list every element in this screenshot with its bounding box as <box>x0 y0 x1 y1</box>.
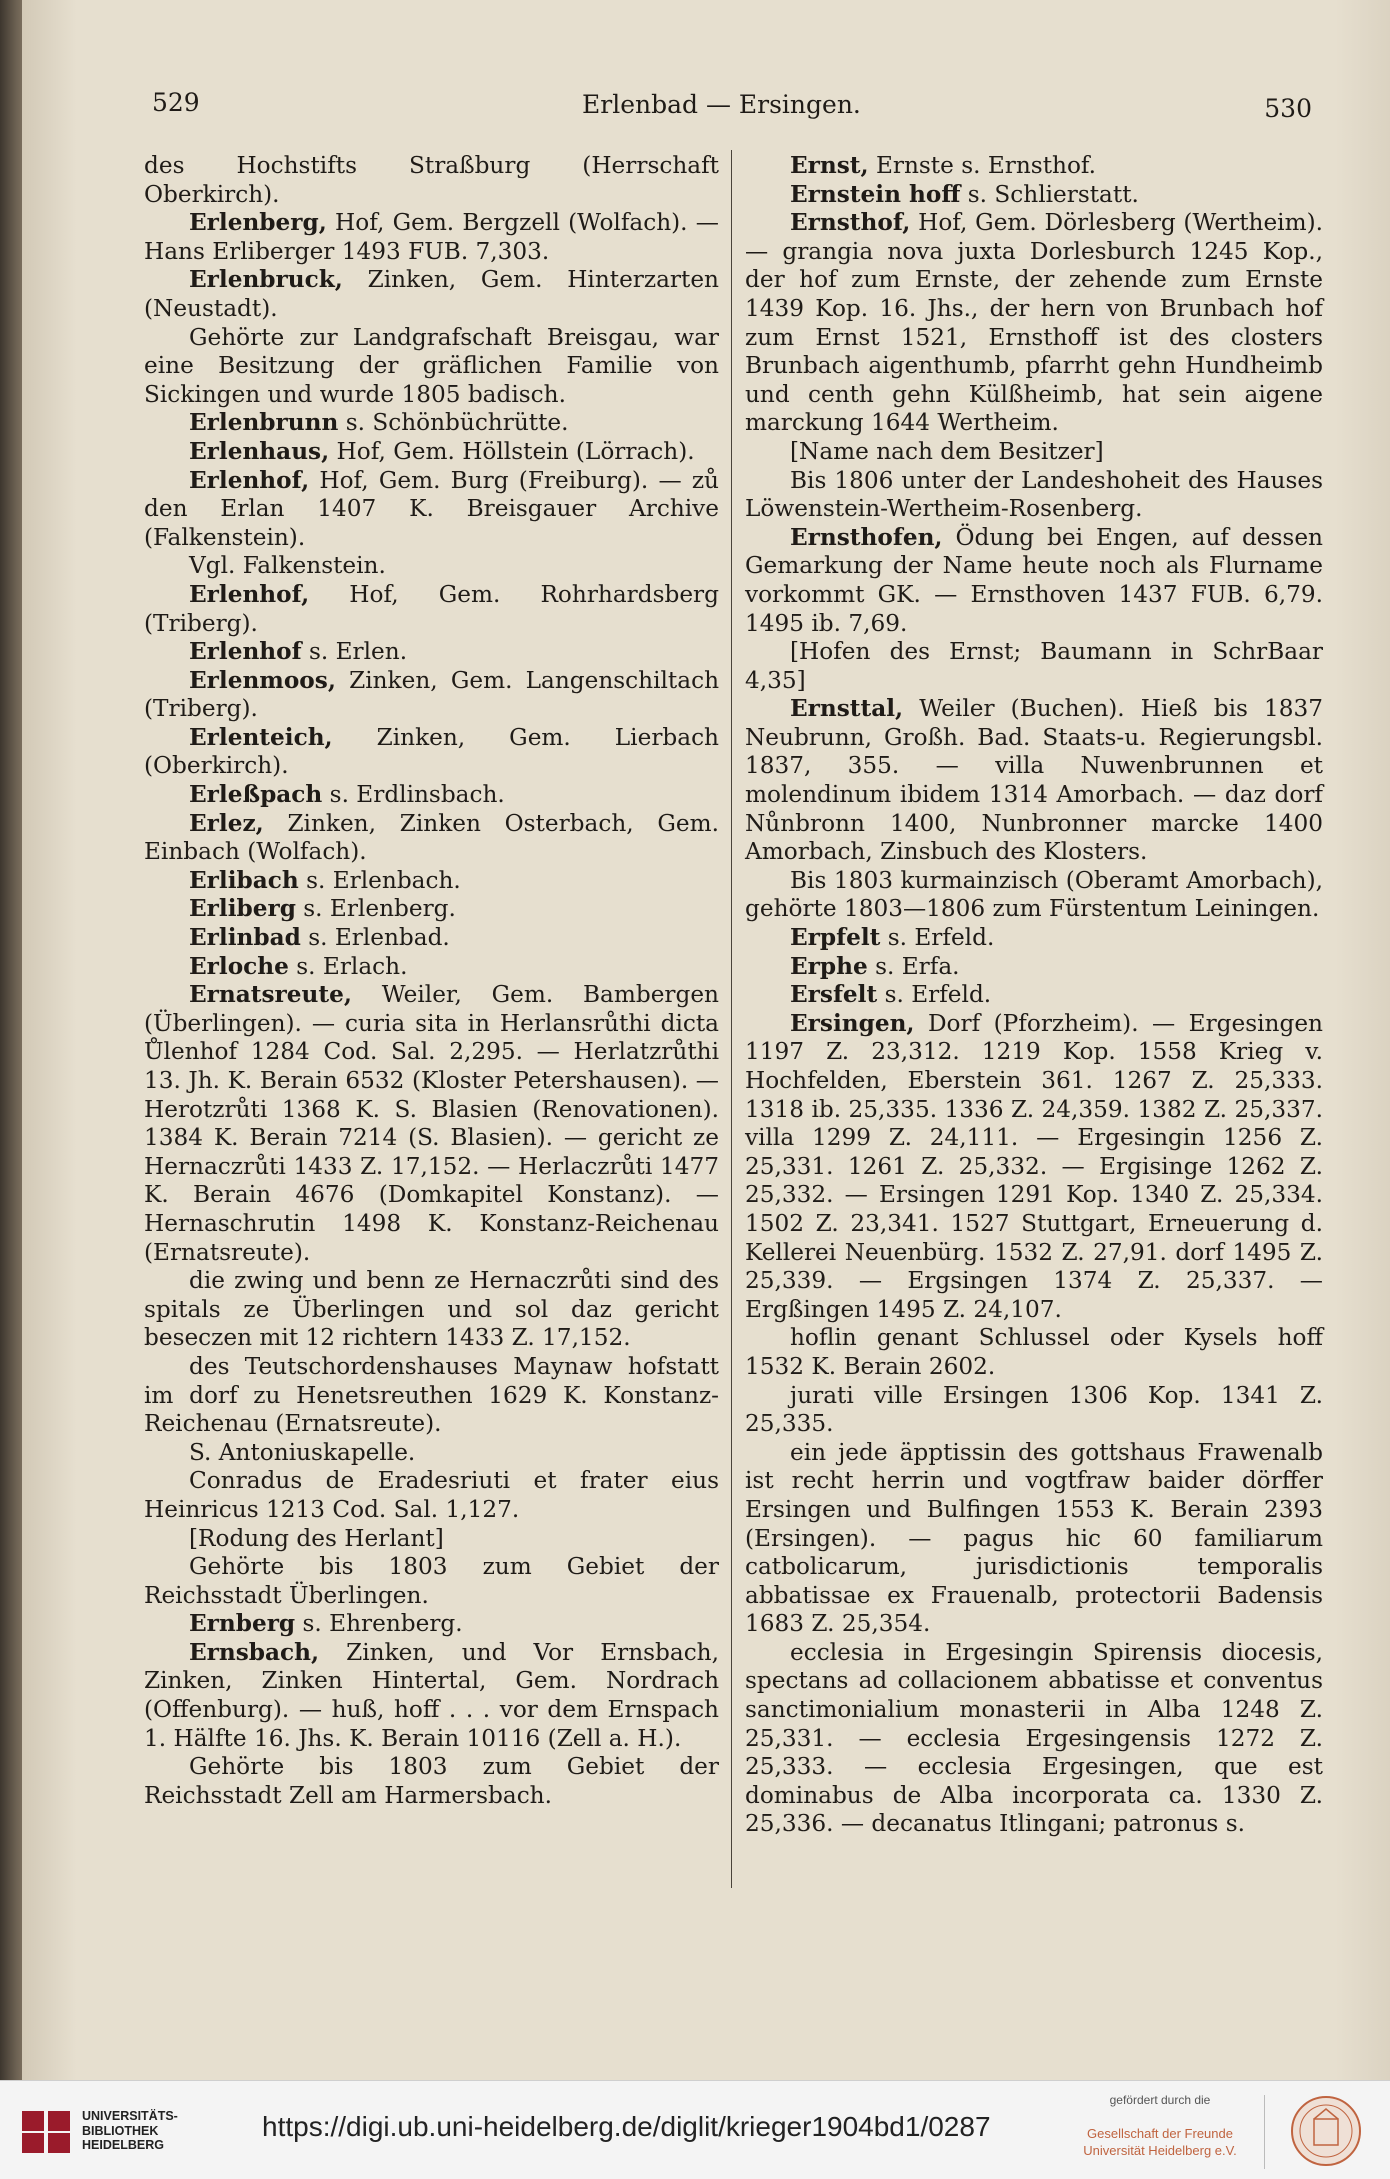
entry-text: [Name nach dem Besitzer] <box>790 437 1104 465</box>
entry-headword: Erlibach <box>189 866 299 894</box>
document-url[interactable]: https://digi.ub.uni-heidelberg.de/diglit/krieger1904bd1/0287 <box>262 2111 991 2142</box>
lexicon-entry <box>745 1324 1323 1381</box>
lexicon-entry <box>144 1610 719 1639</box>
entry-headword: Erlenteich, <box>189 723 333 751</box>
lexicon-entry <box>144 438 719 467</box>
lexicon-entry <box>144 953 719 982</box>
page-header <box>22 88 1390 128</box>
lexicon-entry <box>144 209 719 266</box>
entry-text: jurati ville Ersingen 1306 Kop. 1341 Z. 25,335. <box>745 1381 1323 1438</box>
entry-text: Ernste s. Ernsthof. <box>868 152 1097 179</box>
entry-headword: Erpfelt <box>790 924 881 952</box>
entry-headword: Ernsthofen, <box>790 523 943 551</box>
lexicon-entry <box>745 524 1323 638</box>
sponsor-divider <box>1264 2095 1265 2169</box>
lexicon-entry <box>144 467 719 553</box>
entry-text: s. Erlenbad. <box>300 924 450 952</box>
lexicon-entry <box>144 1525 719 1554</box>
lexicon-entry <box>144 266 719 323</box>
entry-text: ecclesia in Ergesingin Spirensis diocesis, spectans ad collacionem abbatisse et conventus sanctimonialium monasterii in Alba 1248 Z. 25,331. — ecclesia Ergesingensis 1272 Z. 25,333. — ecclesia Ergesingen, que est dominabus de Alba incorporata ca. 1330 Z. 25,336. — decanatus Itlingani; patronus s. <box>745 1638 1323 1838</box>
book-page <box>22 0 1390 2080</box>
entry-headword: Erlenbrunn <box>189 409 339 437</box>
lexicon-entry <box>745 209 1323 438</box>
entry-headword: Erlenmoos, <box>189 666 336 694</box>
lexicon-entry <box>144 1639 719 1753</box>
entry-text: s. Erfa. <box>867 952 960 980</box>
entry-headword: Ernberg <box>189 1610 296 1638</box>
lexicon-entry <box>745 953 1323 982</box>
lexicon-entry <box>144 924 719 953</box>
lexicon-entry <box>144 781 719 810</box>
lexicon-entry <box>144 981 719 1267</box>
entry-text: Bis 1806 unter der Landeshoheit des Hauses Löwenstein-Wertheim-Rosenberg. <box>745 466 1323 523</box>
entry-text: [Hofen des Ernst; Baumann in SchrBaar 4,35] <box>745 638 1323 694</box>
lexicon-entry <box>745 1639 1323 1839</box>
entry-text: S. Antoniuskapelle. <box>189 1438 416 1466</box>
entry-text: s. Erfeld. <box>880 924 995 952</box>
entry-headword: Erphe <box>790 952 868 980</box>
entry-text: s. Erdlinsbach. <box>322 781 505 809</box>
entry-headword: Erlenhof <box>189 638 302 666</box>
entry-headword: Erliberg <box>189 895 296 923</box>
entry-headword: Erleßpach <box>189 781 323 809</box>
viewer-footer <box>0 2080 1390 2179</box>
sponsor-organization: Gesellschaft der Freunde Universität Heidelberg e.V. <box>1083 2126 1237 2158</box>
lexicon-entry <box>745 1382 1323 1439</box>
entry-headword: Ernatsreute, <box>189 981 352 1009</box>
lexicon-entry <box>144 1439 719 1468</box>
lexicon-entry <box>745 981 1323 1010</box>
running-title: Erlenbad — Ersingen. <box>582 90 861 119</box>
lexicon-entry <box>144 552 719 581</box>
entry-headword: Erloche <box>189 952 289 980</box>
entry-headword: Ersfelt <box>790 981 878 1009</box>
entry-text: Zinken, Gem. Hinterzarten (Neustadt). <box>144 266 719 322</box>
entry-text: Zinken, Zinken Osterbach, Gem. Einbach (Wolfach). <box>144 809 719 866</box>
entry-text: Hof, Gem. Höllstein (Lörrach). <box>329 437 695 465</box>
entry-headword: Erlenhof, <box>189 580 310 608</box>
entry-headword: Erlenhof, <box>189 466 310 494</box>
lexicon-entry <box>144 324 719 410</box>
entry-headword: Erlez, <box>189 809 264 837</box>
entry-headword: Erlenhaus, <box>189 437 330 465</box>
entry-text: Zinken, und Vor Ernsbach, Zinken, Zinken Hintertal, Gem. Nordrach (Offenburg). — huß, hoff . . . vor dem Ernspach 1. Hälfte 16. Jhs. K. Berain 10116 (Zell a. H.). <box>144 1638 719 1752</box>
entry-text: Hof, Gem. Burg (Freiburg). — zů den Erlan 1407 K. Breisgauer Archive (Falkenstein). <box>144 466 719 551</box>
entry-text: Weiler, Gem. Bambergen (Überlingen). — curia sita in Herlansrůthi dicta Ůlenhof 1284 Cod. Sal. 2,295. — Herlatzrůthi 13. Jh. K. Berain 6532 (Kloster Petershausen). — Herotzrůti 1368 K. S. Blasien (Renovationen). 1384 K. Berain 7214 (S. Blasien). — gericht ze Hernaczrůti 1433 Z. 17,152. — Herlaczrůti 1477 K. Berain 4676 (Domkapitel Konstanz). — Hernaschrutin 1498 K. Konstanz-Reichenau (Ernatsreute). <box>144 981 719 1266</box>
entry-headword: Erlenbruck, <box>189 266 343 294</box>
left-column <box>144 152 719 1810</box>
lexicon-entry <box>144 667 719 724</box>
lexicon-entry <box>745 695 1323 867</box>
entry-text: s. Schlierstatt. <box>960 180 1139 208</box>
entry-text: Gehörte zur Landgrafschaft Breisgau, war eine Besitzung der gräflichen Familie von Sickingen und wurde 1805 badisch. <box>144 323 719 408</box>
entry-text: Zinken, Gem. Lierbach (Oberkirch). <box>144 723 719 780</box>
entry-headword: Ersingen, <box>790 1009 915 1037</box>
lexicon-entry <box>745 181 1323 210</box>
entry-headword: Erlenberg, <box>189 209 327 237</box>
entry-text: Hof, Gem. Rohrhardsberg (Triberg). <box>144 580 719 637</box>
library-logo-icon <box>22 2111 70 2153</box>
entry-headword: Erlinbad <box>189 924 301 952</box>
entry-headword: Ernst, <box>790 152 869 179</box>
entry-headword: Ernstein hoff <box>790 180 961 208</box>
lexicon-entry <box>144 1467 719 1524</box>
page-number-right: 530 <box>1264 94 1312 123</box>
entry-text: hoflin genant Schlussel oder Kysels hoff 1532 K. Berain 2602. <box>745 1324 1323 1380</box>
entry-text: Bis 1803 kurmainzisch (Oberamt Amorbach), gehörte 1803—1806 zum Fürstentum Leiningen. <box>745 866 1323 923</box>
entry-text: s. Erlenberg. <box>295 895 456 923</box>
entry-text: Gehörte bis 1803 zum Gebiet der Reichsstadt Zell am Harmersbach. <box>144 1753 719 1809</box>
entry-headword: Ernsbach, <box>189 1638 320 1666</box>
lexicon-entry <box>144 895 719 924</box>
lexicon-entry <box>144 1753 719 1810</box>
entry-text: ein jede äpptissin des gottshaus Frawenalb ist recht herrin und vogtfraw baider dörffer Ersingen und Bulfingen 1553 K. Berain 2393 (Ersingen). — pagus hic 60 familiarum catbolicarum, jurisdictionis temporalis abbatissae ex Frauenalb, protectorii Badensis 1683 Z. 25,354. <box>745 1438 1323 1638</box>
column-divider <box>731 150 732 1888</box>
right-column <box>745 152 1323 1839</box>
entry-text: s. Erlach. <box>288 952 408 980</box>
entry-text: die zwing und benn ze Hernaczrůti sind des spitals ze Überlingen und sol daz gericht beseczen mit 12 richtern 1433 Z. 17,152. <box>144 1267 719 1352</box>
entry-text: s. Schönbüchrütte. <box>338 409 569 437</box>
lexicon-entry <box>144 152 719 209</box>
lexicon-entry <box>144 1267 719 1353</box>
lexicon-entry <box>745 638 1323 695</box>
entry-text: Gehörte bis 1803 zum Gebiet der Reichsstadt Überlingen. <box>144 1553 719 1609</box>
lexicon-entry <box>745 1439 1323 1639</box>
sponsor-block <box>1060 2091 1260 2159</box>
lexicon-entry <box>745 1010 1323 1325</box>
entry-text: Hof, Gem. Bergzell (Wolfach). — Hans Erliberger 1493 FUB. 7,303. <box>144 209 719 265</box>
lexicon-entry <box>144 1353 719 1439</box>
entry-headword: Ernsthof, <box>790 209 911 237</box>
entry-text: s. Ehrenberg. <box>295 1610 463 1638</box>
lexicon-entry <box>144 724 719 781</box>
lexicon-entry <box>745 152 1323 181</box>
entry-text: Vgl. Falkenstein. <box>189 552 386 580</box>
lexicon-entry <box>745 867 1323 924</box>
entry-text: [Rodung des Herlant] <box>189 1524 444 1552</box>
entry-text: des Teutschordenshauses Maynaw hofstatt im dorf zu Henetsreuthen 1629 K. Konstanz-Reichenau (Ernatsreute). <box>144 1352 719 1438</box>
entry-text: Hof, Gem. Dörlesberg (Wertheim). — grangia nova juxta Dorlesburch 1245 Kop., der hof zum Ernste, der zehende zum Ernste 1439 Kop. 16. Jhs., der hern von Brunbach hof zum Ernst 1521, Ernsthoff ist des closters Brunbach aigenthumb, pfarrht gehn Hundheimb und centh gehn Külßheimb, hat sein aigene marckung 1644 Wertheim. <box>745 209 1323 437</box>
entry-text: Dorf (Pforzheim). — Ergesingen 1197 Z. 23,312. 1219 Kop. 1558 Krieg v. Hochfelden, Eberstein 361. 1267 Z. 25,333. 1318 ib. 25,335. 1336 Z. 24,359. 1382 Z. 25,337. villa 1299 Z. 24,111. — Ergesingin 1256 Z. 25,331. 1261 Z. 25,332. — Ergisinge 1262 Z. 25,332. — Ersingen 1291 Kop. 1340 Z. 25,334. 1502 Z. 23,341. 1527 Stuttgart, Erneuerung d. Kellerei Neuenbürg. 1532 Z. 27,91. dorf 1495 Z. 25,339. — Ergsingen 1374 Z. 25,337. — Ergßingen 1495 Z. 24,107. <box>745 1009 1323 1323</box>
lexicon-entry <box>745 924 1323 953</box>
lexicon-entry <box>144 810 719 867</box>
entry-text: Ödung bei Engen, auf dessen Gemarkung der Name heute noch als Flurname vorkommt GK. — Ernsthoven 1437 FUB. 6,79. 1495 ib. 7,69. <box>745 523 1323 637</box>
lexicon-entry <box>745 438 1323 467</box>
lexicon-entry <box>144 638 719 667</box>
entry-text: s. Erlenbach. <box>298 866 461 894</box>
entry-text: Zinken, Gem. Langenschiltach (Triberg). <box>144 666 719 723</box>
lexicon-entry <box>144 409 719 438</box>
lexicon-entry <box>144 1553 719 1610</box>
entry-text: Weiler (Buchen). Hieß bis 1837 Neubrunn, Großh. Bad. Staats-u. Regierungsbl. 1837, 355. — villa Nuwenbrunnen et molendinum ibidem 1314 Amorbach. — daz dorf Nůnbronn 1400, Nunbronner marcke 1400 Amorbach, Zinsbuch des Klosters. <box>745 695 1323 866</box>
lexicon-entry <box>745 467 1323 524</box>
entry-text: des Hochstifts Straßburg (Herrschaft Oberkirch). <box>144 152 719 208</box>
lexicon-entry <box>144 581 719 638</box>
library-name: UNIVERSITÄTS- BIBLIOTHEK HEIDELBERG <box>82 2109 178 2152</box>
entry-text: s. Erfeld. <box>877 981 992 1009</box>
page-number-left: 529 <box>152 88 200 117</box>
entry-headword: Ernsttal, <box>790 695 904 723</box>
entry-text: s. Erlen. <box>301 638 408 666</box>
entry-text: Conradus de Eradesriuti et frater eius Heinricus 1213 Cod. Sal. 1,127. <box>144 1467 719 1523</box>
university-seal-icon <box>1290 2095 1362 2167</box>
lexicon-entry <box>144 867 719 896</box>
sponsor-label: gefördert durch die <box>1109 2093 1211 2107</box>
